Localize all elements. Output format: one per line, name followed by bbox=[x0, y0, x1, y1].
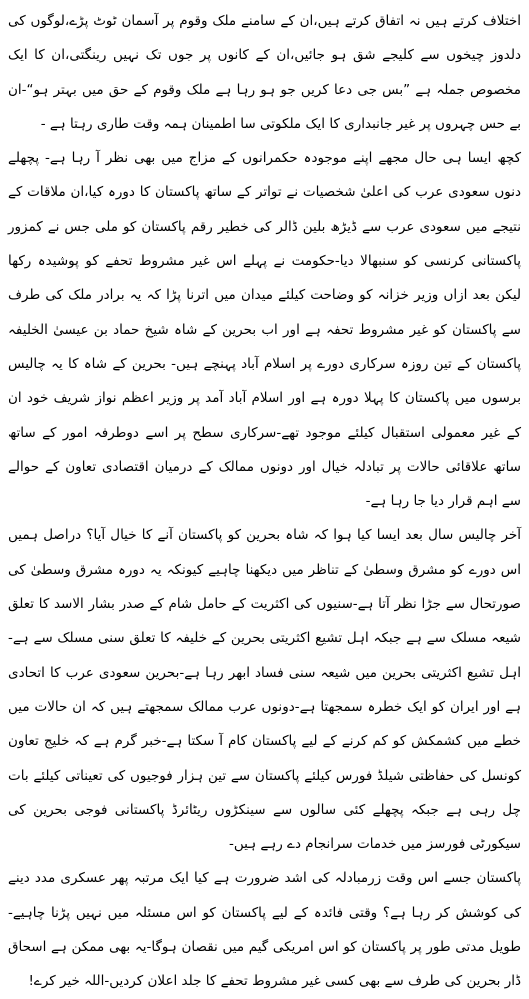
article-paragraph-4: پاکستان جسے اس وقت زرمبادلہ کی اشد ضرورت ہے کیا ایک مرتبہ پھر عسکری مدد دینے کی کوشش کر رہا ہے؟ وقتی فائدہ کے لیے پاکستان کو اس مسئلہ میں نہیں پڑنا چاہیے-طویل مدتی طور پر پاکستان کو اس امریکی گیم میں نقصان ہوگا-یہ بھی ممکن ہے اسحاق ڈار بحرین کی طرف سے بھی کسی غیر مشروط تحفے کا جلد اعلان کردیں-اللہ خیر کرے! bbox=[8, 870, 521, 990]
article-paragraph-1: اختلاف کرتے ہیں نہ اتفاق کرتے ہیں،ان کے سامنے ملک وقوم پر آسمان ٹوٹ پڑے،لوگوں کی دلدوز چیخوں سے کلیجے شق ہو جائیں،ان کے کانوں پر جوں تک نہیں رینگتی،ان کا ایک مخصوص جملہ ہے ”بس جی دعا کریں جو ہو رہا ہے ملک وقوم کے حق میں بہتر ہو“-ان بے حس چہروں پر غیر جانبداری کا ایک ملکوتی سا اطمینان ہمہ وقت طاری رہتا ہے - bbox=[8, 13, 521, 132]
article-paragraph-2: کچھ ایسا ہی حال مجھے اپنے موجودہ حکمرانوں کے مزاج میں بھی نظر آ رہا ہے- پچھلے دنوں سعودی عرب کی اعلیٰ شخصیات نے تواتر کے ساتھ پاکستان کا دورہ کیا،ان ملاقات کے نتیجے میں سعودی عرب سے ڈیڑھ بلین ڈالر کی خطیر رقم پاکستان کو ملی جس نے کمزور پاکستانی کرنسی کو سنبھالا دیا-حکومت نے پہلے اس غیر مشروط تحفے کو پوشیدہ رکھا لیکن بعد ازاں وزیر خزانہ کو وضاحت کیلئے میدان میں اترنا پڑا کہ یہ برادر ملک کی طرف سے پاکستان کو غیر مشروط تحفہ ہے اور اب بحرین کے شاہ شیخ حماد بن عیسیٰ الخلیفہ پاکستان کے تین روزہ سرکاری دورے پر اسلام آباد پہنچے ہیں- بحرین کے شاہ کا یہ چالیس برسوں میں پاکستان کا پہلا دورہ ہے اور اسلام آباد آمد پر وزیر اعظم نواز شریف خود ان کے غیر معمولی استقبال کیلئے موجود تھے-سرکاری سطح پر اسے دوطرفہ امور کے ساتھ ساتھ علاقائی حالات پر تبادلہ خیال اور دونوں ممالک کے درمیان اقتصادی تعاون کے حوالے سے اہم قرار دیا جا رہا ہے- bbox=[8, 150, 521, 510]
article-paragraph-3: آخر چالیس سال بعد ایسا کیا ہوا کہ شاہ بحرین کو پاکستان آنے کا خیال آیا؟ دراصل ہمیں اس دورے کو مشرق وسطیٰ کے تناظر میں دیکھنا چاہیے کیونکہ یہ دورہ مشرق وسطیٰ کی صورتحال سے جڑا نظر آتا ہے-سنیوں کی اکثریت کے حامل شام کے صدر بشار الاسد کا تعلق شیعہ مسلک سے ہے جبکہ اہل تشیع اکثریتی بحرین کے خلیفہ کا تعلق سنی مسلک سے ہے-اہل تشیع اکثریتی بحرین میں شیعہ سنی فساد ابھر رہا ہے-بحرین سعودی عرب کا اتحادی ہے اور ایران کو ایک خطرہ سمجھتا ہے-دونوں عرب ممالک سمجھتے ہیں کہ ان حالات میں خطے میں کشمکش کو کم کرنے کے لیے پاکستان کام آ سکتا ہے-خبر گرم ہے کہ خلیج تعاون کونسل کی حفاظتی شیلڈ فورس کیلئے پاکستان سے تین ہزار فوجیوں کی تعیناتی کیلئے بات چل رہی ہے جبکہ پچھلے کئی سالوں سے سینکڑوں ریٹائرڈ پاکستانی فوجی بحرین کی سیکورٹی فورسز میں خدمات سرانجام دے رہے ہیں- bbox=[8, 527, 521, 853]
